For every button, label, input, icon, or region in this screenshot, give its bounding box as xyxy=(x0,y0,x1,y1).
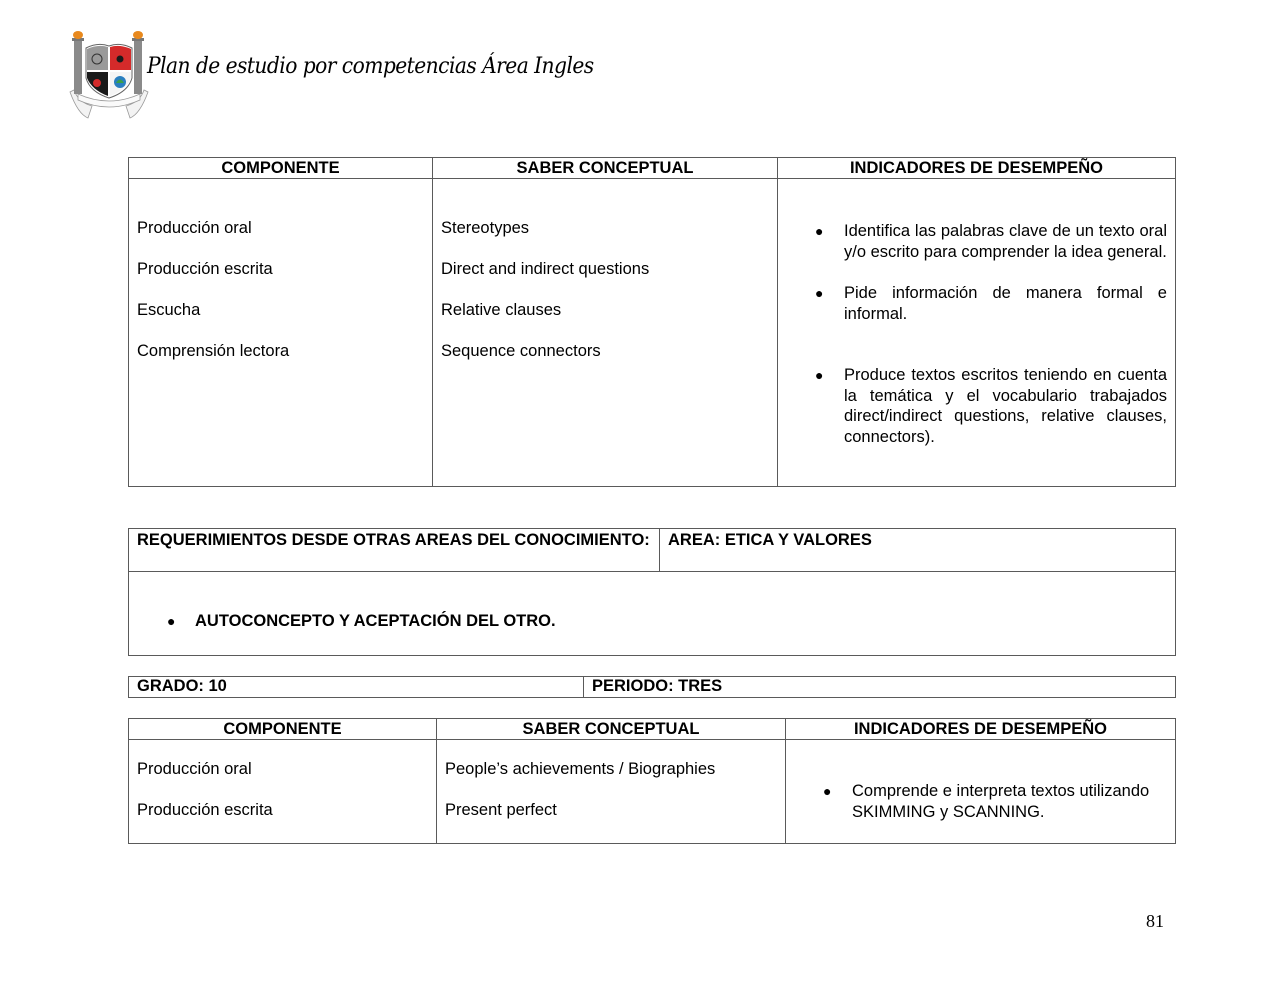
componente-item: Escucha xyxy=(137,301,201,319)
table-header-row xyxy=(129,158,1176,179)
saber-cell xyxy=(433,179,778,487)
saber-item: Relative clauses xyxy=(441,301,562,319)
indicadores-list xyxy=(778,179,1175,447)
requirements-table xyxy=(128,528,1176,656)
grade-period-table xyxy=(128,676,1176,698)
bullet-icon: ● xyxy=(815,285,824,301)
componente-item: Producción oral xyxy=(137,760,252,778)
bullet-icon: ● xyxy=(815,223,824,239)
indicadores-cell xyxy=(786,740,1176,844)
periodo-label: PERIODO: TRES xyxy=(584,677,1176,698)
page-number: 81 xyxy=(1146,911,1164,931)
table-header-row xyxy=(129,529,1176,572)
componente-item: Producción escrita xyxy=(137,260,273,278)
page-header xyxy=(68,30,594,122)
saber-item: Sequence connectors xyxy=(441,342,601,360)
header-saber-conceptual: SABER CONCEPTUAL xyxy=(437,719,786,740)
componente-item: Producción oral xyxy=(137,219,252,237)
saber-item: Present perfect xyxy=(445,801,557,819)
componente-cell xyxy=(129,740,437,844)
indicadores-cell xyxy=(778,179,1176,487)
table-row xyxy=(129,740,1176,844)
table-row xyxy=(129,572,1176,656)
table-row xyxy=(129,677,1176,698)
requirement-item: ● AUTOCONCEPTO Y ACEPTACIÓN DEL OTRO. xyxy=(129,572,1176,656)
header-saber-conceptual: SABER CONCEPTUAL xyxy=(433,158,778,179)
list-item: ● Identifica las palabras clave de un texto oral y/o escrito para comprender la idea general. xyxy=(815,222,1167,261)
componente-item: Comprensión lectora xyxy=(137,342,290,360)
bullet-icon: ● xyxy=(823,783,832,799)
header-indicadores: INDICADORES DE DESEMPEÑO xyxy=(778,158,1176,179)
document-title: Plan de estudio por competencias Área Ingles xyxy=(147,54,594,79)
area-label: AREA: ETICA Y VALORES xyxy=(660,529,1176,572)
bullet-icon: ● xyxy=(815,367,824,383)
grado-label: GRADO: 10 xyxy=(129,677,584,698)
table-header-row xyxy=(129,719,1176,740)
saber-cell xyxy=(437,740,786,844)
competencies-table-1 xyxy=(128,157,1176,487)
saber-item: Stereotypes xyxy=(441,219,530,237)
bullet-icon: ● xyxy=(167,613,176,629)
competencies-table-2 xyxy=(128,718,1176,844)
list-item: ● Produce textos escritos teniendo en cuenta la temática y el vocabulario trabajados direct/indirect questions, relative clauses, connectors). xyxy=(815,366,1167,446)
list-item: ● Pide información de manera formal e informal. xyxy=(815,284,1167,323)
header-indicadores: INDICADORES DE DESEMPEÑO xyxy=(786,719,1176,740)
componente-cell xyxy=(129,179,433,487)
saber-item: Direct and indirect questions xyxy=(441,260,650,278)
indicadores-list xyxy=(786,740,1175,823)
requerimientos-label: REQUERIMIENTOS DESDE OTRAS AREAS DEL CONOCIMIENTO: xyxy=(129,529,660,572)
school-crest-icon xyxy=(68,30,150,120)
header-componente: COMPONENTE xyxy=(129,719,437,740)
header-componente: COMPONENTE xyxy=(129,158,433,179)
componente-item: Producción escrita xyxy=(137,801,273,819)
saber-item: People’s achievements / Biographies xyxy=(445,760,716,778)
list-item: ● Comprende e interpreta textos utilizando SKIMMING y SCANNING. xyxy=(823,782,1150,821)
table-row xyxy=(129,179,1176,487)
